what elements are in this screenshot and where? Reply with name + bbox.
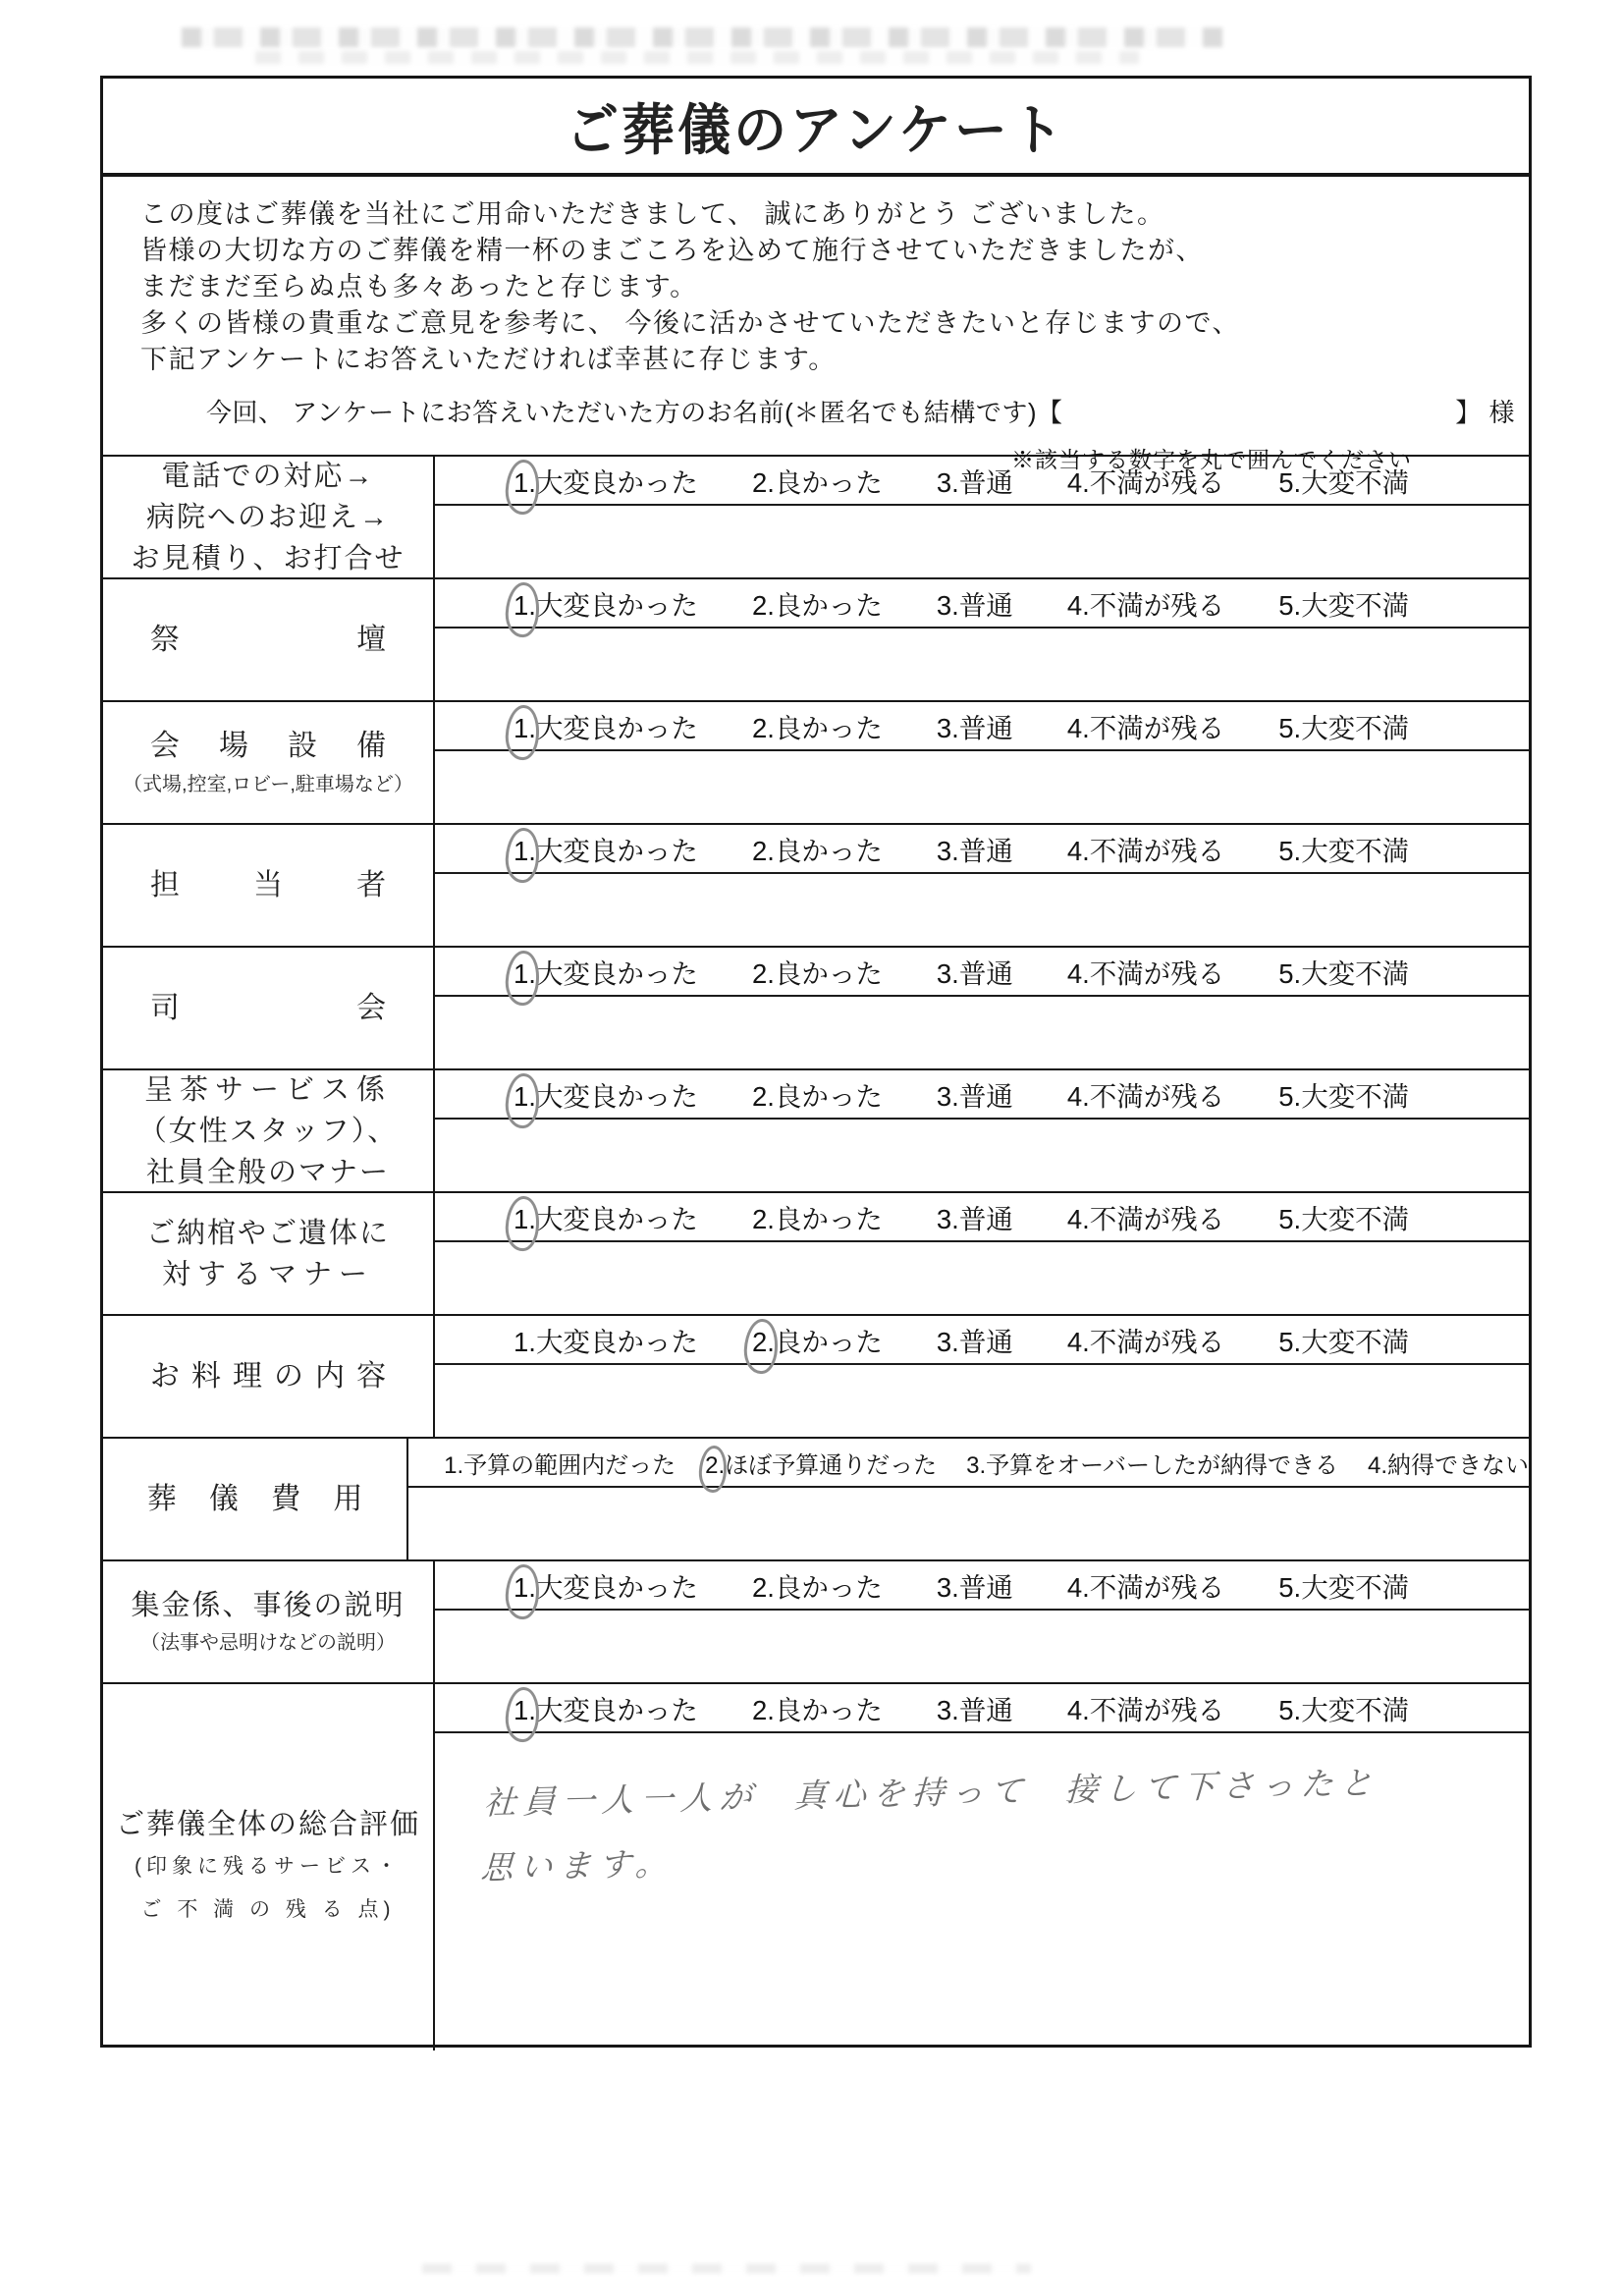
row-label-text: 司 会	[149, 991, 387, 1024]
row-label	[103, 1561, 435, 1682]
option-number: 5.	[1278, 1695, 1302, 1725]
option-label: 大変良かった	[535, 1695, 698, 1725]
rating-option	[514, 461, 698, 500]
option-label: 大変良かった	[535, 1572, 698, 1603]
hand-drawn-circle: 2.	[751, 1327, 775, 1357]
option-number: 4.	[1066, 958, 1090, 989]
rating-option	[1278, 829, 1409, 868]
hand-drawn-circle: 1.	[514, 1204, 536, 1234]
table-row	[103, 1068, 1529, 1191]
option-label: 不満が残る	[1089, 1327, 1225, 1357]
rating-option	[1067, 1074, 1224, 1114]
rating-option	[1067, 952, 1224, 991]
option-number: 5.	[1278, 467, 1302, 498]
rating-option	[937, 1197, 1013, 1236]
option-number: 3.	[936, 1695, 959, 1725]
option-label: 大変不満	[1301, 1327, 1410, 1357]
option-number: 2.	[751, 713, 775, 743]
rating-option	[514, 1565, 698, 1605]
rating-option	[937, 706, 1013, 745]
row-label-subtext: (印象に残るサービス・	[135, 1854, 402, 1878]
option-label: 大変不満	[1301, 467, 1410, 498]
option-label: 大変不満	[1301, 836, 1410, 866]
option-label: 良かった	[774, 1204, 883, 1234]
row-label-text: （女性スタッフ）、	[137, 1115, 399, 1147]
rating-option	[937, 829, 1013, 868]
rating-option	[514, 706, 698, 745]
answer-cell	[435, 825, 1529, 946]
answer-cell	[435, 1070, 1529, 1191]
option-label: 大変不満	[1301, 590, 1410, 621]
table-row	[103, 577, 1529, 700]
table-row	[103, 455, 1529, 577]
rating-options-line	[435, 1193, 1529, 1242]
row-label-subtext: （式場,控室,ロビー,駐車場など）	[123, 773, 413, 795]
rating-option	[514, 829, 698, 868]
rating-option	[514, 583, 698, 623]
rating-option	[966, 1446, 1338, 1480]
answer-cell	[435, 457, 1529, 577]
row-label-text: 対するマナー	[161, 1258, 374, 1290]
option-number: 4.	[1066, 1081, 1090, 1112]
option-label: 予算の範囲内だった	[463, 1451, 676, 1479]
option-number: 2.	[751, 836, 775, 866]
option-number: 4.	[1066, 713, 1090, 743]
option-label: 良かった	[774, 713, 883, 743]
option-number: 3.	[936, 590, 959, 621]
option-label: 普通	[958, 836, 1013, 866]
rating-option	[937, 1320, 1013, 1359]
rating-options-line	[435, 1684, 1529, 1733]
scan-artifact	[422, 2264, 1031, 2273]
option-label: 普通	[958, 1081, 1013, 1112]
row-label-text: 葬 儀 費 用	[146, 1482, 363, 1515]
hand-drawn-circle: 1.	[514, 467, 536, 498]
option-label: 予算をオーバーしたが納得できる	[986, 1451, 1338, 1479]
option-label: 大変不満	[1301, 1572, 1410, 1603]
table-row	[103, 1559, 1529, 1682]
option-label: 大変不満	[1301, 1204, 1410, 1234]
option-label: 普通	[958, 1572, 1013, 1603]
option-number: 5.	[1278, 958, 1302, 989]
rating-option	[752, 1320, 883, 1359]
rating-options-line	[435, 1316, 1529, 1365]
rating-option	[1067, 1197, 1224, 1236]
hand-drawn-circle: 1.	[514, 590, 536, 621]
option-label: 大変良かった	[535, 836, 698, 866]
intro-line: この度はご葬儀を当社にご用命いただきまして、 誠にありがとう ございました。	[140, 199, 1165, 229]
hand-drawn-circle: 1.	[514, 1695, 536, 1725]
option-label: 普通	[958, 713, 1013, 743]
answer-cell	[435, 1316, 1529, 1437]
option-number: 3.	[936, 1204, 959, 1234]
rating-option	[1278, 1688, 1409, 1727]
row-label	[103, 457, 435, 577]
table-row	[103, 1437, 1529, 1559]
option-number: 2.	[751, 590, 775, 621]
option-label: 不満が残る	[1089, 1081, 1225, 1112]
table-row	[103, 946, 1529, 1068]
option-label: 大変良かった	[535, 1204, 698, 1234]
rating-option	[752, 829, 883, 868]
name-line-suffix: 】 様	[1455, 398, 1515, 427]
rating-option	[752, 706, 883, 745]
option-label: 普通	[958, 590, 1013, 621]
rating-option	[1067, 706, 1224, 745]
rating-option	[752, 1074, 883, 1114]
row-label-subtext: （法事や忌明けなどの説明）	[140, 1631, 396, 1654]
answer-cell	[435, 1561, 1529, 1682]
name-line-prefix: 今回、 アンケートにお答えいただいた方のお名前(＊匿名でも結構です)【	[206, 398, 1063, 427]
rating-option	[937, 461, 1013, 500]
rating-option	[514, 1320, 698, 1359]
rating-options-line	[435, 1070, 1529, 1120]
row-label-text: 集金係、事後の説明	[131, 1589, 406, 1621]
option-number: 1.	[444, 1451, 464, 1479]
rating-option	[1278, 1197, 1409, 1236]
option-number: 4.	[1066, 467, 1090, 498]
rating-option	[514, 1688, 698, 1727]
option-number: 4.	[1066, 836, 1090, 866]
intro-line: まだまだ至らぬ点も多々あったと存じます。	[140, 272, 698, 301]
option-label: 不満が残る	[1089, 467, 1225, 498]
intro-line: 下記アンケートにお答えいただければ幸甚に存じます。	[140, 345, 837, 374]
rating-option	[752, 583, 883, 623]
page-title: ご葬儀のアンケート	[566, 99, 1066, 161]
row-label-text: お見積り、お打合せ	[131, 542, 406, 574]
row-label	[103, 825, 435, 946]
intro-section	[103, 177, 1529, 472]
option-label: 不満が残る	[1089, 1204, 1225, 1234]
option-label: 良かった	[774, 467, 883, 498]
option-number: 2.	[751, 1695, 775, 1725]
scan-artifact	[255, 51, 1139, 64]
row-label-text: ご納棺やご遺体に	[145, 1217, 390, 1249]
row-label-text: 呈茶サービス係	[143, 1073, 392, 1106]
option-number: 3.	[936, 1572, 959, 1603]
option-label: 納得できない	[1387, 1451, 1529, 1479]
option-number: 2.	[751, 1081, 775, 1112]
rating-option	[1067, 1565, 1224, 1605]
row-label	[103, 1316, 435, 1437]
option-number: 4.	[1066, 590, 1090, 621]
title-band	[103, 79, 1529, 177]
row-label-text: 会 場 設 備	[149, 729, 387, 762]
option-number: 5.	[1278, 1204, 1302, 1234]
option-label: 良かった	[774, 836, 883, 866]
rating-option	[1368, 1446, 1529, 1480]
row-label	[103, 1439, 408, 1559]
rating-options-line	[408, 1439, 1529, 1488]
rating-option	[1067, 1688, 1224, 1727]
questionnaire-sheet	[100, 76, 1532, 2048]
rating-option	[514, 952, 698, 991]
rating-option	[752, 461, 883, 500]
survey-table	[103, 455, 1529, 2050]
option-label: 良かった	[774, 1695, 883, 1725]
option-label: 大変不満	[1301, 958, 1410, 989]
row-label-text: 祭 壇	[149, 623, 387, 656]
option-label: 普通	[958, 1327, 1013, 1357]
rating-option	[752, 1565, 883, 1605]
option-number: 5.	[1278, 590, 1302, 621]
rating-option	[937, 583, 1013, 623]
rating-options-line	[435, 948, 1529, 997]
rating-option	[1278, 461, 1409, 500]
option-label: 大変良かった	[535, 467, 698, 498]
rating-option	[1067, 829, 1224, 868]
option-number: 4.	[1066, 1327, 1090, 1357]
rating-option	[705, 1446, 937, 1480]
row-label-text: 担 当 者	[149, 868, 387, 902]
row-label	[103, 1193, 435, 1314]
answer-cell	[408, 1439, 1529, 1559]
rating-option	[937, 952, 1013, 991]
row-label	[103, 1070, 435, 1191]
option-number: 3.	[936, 1081, 959, 1112]
row-label-text: 電話での対応→	[161, 460, 375, 492]
option-label: ほぼ予算通りだった	[725, 1451, 938, 1479]
rating-option	[752, 952, 883, 991]
option-label: 普通	[958, 958, 1013, 989]
rating-option	[752, 1688, 883, 1727]
option-label: 大変良かった	[535, 713, 698, 743]
option-label: 普通	[958, 1204, 1013, 1234]
table-row	[103, 1682, 1529, 2050]
option-number: 3.	[936, 713, 959, 743]
row-label-text: 社員全般のマナー	[145, 1156, 390, 1188]
rating-options-line	[435, 1561, 1529, 1611]
option-number: 5.	[1278, 713, 1302, 743]
rating-options-line	[435, 579, 1529, 629]
option-number: 3.	[936, 836, 959, 866]
row-label-text: お 料 理 の 内 容	[149, 1359, 387, 1393]
table-row	[103, 823, 1529, 946]
rating-option	[1278, 1565, 1409, 1605]
rating-option	[1067, 461, 1224, 500]
option-label: 大変不満	[1301, 1695, 1410, 1725]
option-label: 大変不満	[1301, 713, 1410, 743]
rating-option	[937, 1565, 1013, 1605]
rating-options-line	[435, 702, 1529, 751]
answer-cell	[435, 1193, 1529, 1314]
option-label: 良かった	[774, 1081, 883, 1112]
table-row	[103, 700, 1529, 823]
rating-option	[937, 1688, 1013, 1727]
row-label	[103, 948, 435, 1068]
option-label: 良かった	[774, 590, 883, 621]
respondent-name-line	[206, 395, 1515, 431]
answer-cell	[435, 1684, 1529, 2050]
rating-option	[1278, 1320, 1409, 1359]
option-number: 4.	[1367, 1451, 1387, 1479]
option-number: 3.	[966, 1451, 987, 1479]
option-label: 不満が残る	[1089, 713, 1225, 743]
rating-options-line	[435, 825, 1529, 874]
option-label: 良かった	[774, 1327, 883, 1357]
hand-drawn-circle: 1.	[514, 958, 536, 989]
row-label	[103, 702, 435, 823]
option-label: 大変良かった	[535, 958, 698, 989]
hand-drawn-circle: 1.	[514, 836, 536, 866]
rating-option	[514, 1074, 698, 1114]
option-label: 大変良かった	[535, 590, 698, 621]
option-label: 不満が残る	[1089, 1695, 1225, 1725]
option-number: 2.	[751, 958, 775, 989]
option-number: 5.	[1278, 836, 1302, 866]
option-label: 大変良かった	[535, 1327, 698, 1357]
option-number: 2.	[751, 1572, 775, 1603]
row-label-text: 病院へのお迎え→	[145, 501, 390, 533]
hand-drawn-circle: 1.	[514, 1081, 536, 1112]
option-number: 2.	[751, 467, 775, 498]
rating-option	[1278, 1074, 1409, 1114]
hand-drawn-circle: 1.	[514, 713, 536, 743]
row-label-text: ご葬儀全体の総合評価	[115, 1808, 420, 1840]
option-label: 大変良かった	[535, 1081, 698, 1112]
row-label	[103, 579, 435, 700]
option-number: 5.	[1278, 1081, 1302, 1112]
circle-instruction-note: ※該当する数字を丸で囲んでください	[1011, 447, 1412, 472]
option-number: 3.	[936, 958, 959, 989]
option-number: 4.	[1066, 1572, 1090, 1603]
option-number: 3.	[936, 1327, 959, 1357]
option-label: 良かった	[774, 1572, 883, 1603]
rating-option	[1278, 952, 1409, 991]
answer-cell	[435, 702, 1529, 823]
option-label: 普通	[958, 467, 1013, 498]
option-number: 5.	[1278, 1327, 1302, 1357]
handwritten-comment: 社員一人一人が 真心を持って 接して下さったと 思います。	[479, 1764, 1380, 1886]
option-label: 良かった	[774, 958, 883, 989]
rating-option	[444, 1446, 676, 1480]
table-row	[103, 1314, 1529, 1437]
table-row	[103, 1191, 1529, 1314]
scan-artifact	[182, 27, 1222, 47]
rating-option	[514, 1197, 698, 1236]
rating-option	[1278, 706, 1409, 745]
option-label: 不満が残る	[1089, 836, 1225, 866]
option-number: 4.	[1066, 1695, 1090, 1725]
rating-option	[1067, 1320, 1224, 1359]
rating-option	[1067, 583, 1224, 623]
option-label: 普通	[958, 1695, 1013, 1725]
rating-option	[752, 1197, 883, 1236]
hand-drawn-circle: 1.	[514, 1572, 536, 1603]
option-number: 3.	[936, 467, 959, 498]
option-label: 不満が残る	[1089, 590, 1225, 621]
intro-line: 皆様の大切な方のご葬儀を精一杯のまごころを込めて施行させていただきましたが、	[140, 236, 1204, 265]
option-number: 1.	[514, 1327, 536, 1357]
option-number: 2.	[751, 1204, 775, 1234]
option-number: 4.	[1066, 1204, 1090, 1234]
rating-option	[1278, 583, 1409, 623]
rating-option	[937, 1074, 1013, 1114]
row-label	[103, 1684, 435, 2050]
option-number: 5.	[1278, 1572, 1302, 1603]
row-label-subtext: ご 不 満 の 残 る 点)	[140, 1897, 396, 1921]
hand-drawn-circle: 2.	[705, 1451, 726, 1479]
answer-cell	[435, 579, 1529, 700]
intro-line: 多くの皆様の貴重なご意見を参考に、 今後に活かさせていただきたいと存じますので、	[140, 308, 1240, 338]
option-label: 大変不満	[1301, 1081, 1410, 1112]
option-label: 不満が残る	[1089, 1572, 1225, 1603]
option-label: 不満が残る	[1089, 958, 1225, 989]
answer-cell	[435, 948, 1529, 1068]
rating-options-line	[435, 457, 1529, 506]
